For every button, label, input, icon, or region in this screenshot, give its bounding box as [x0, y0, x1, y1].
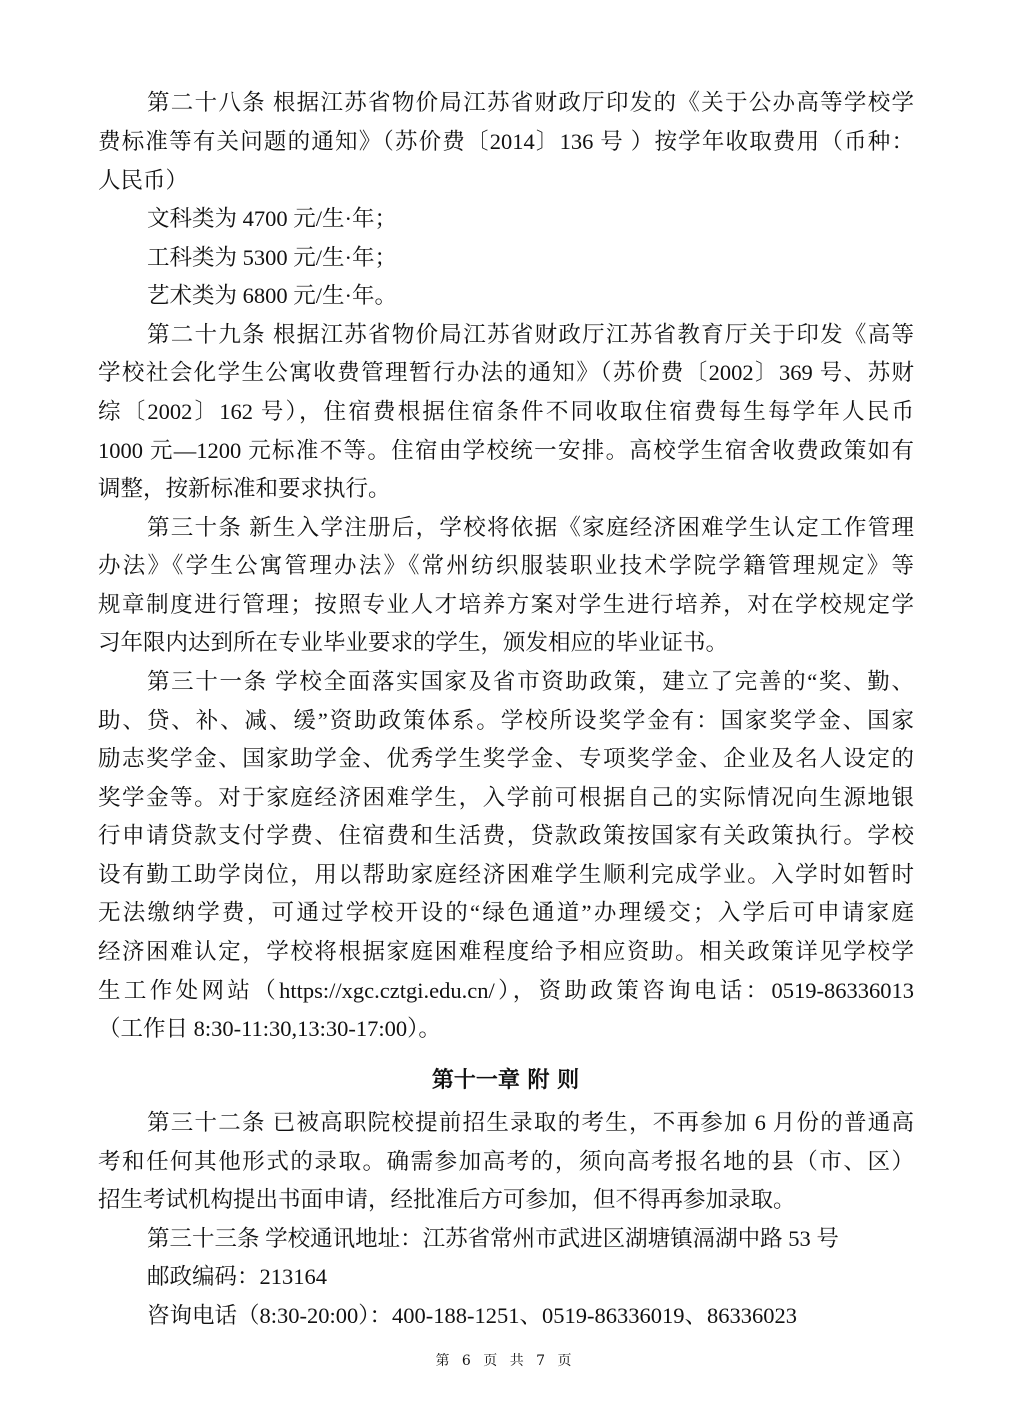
text-line: 奖学金等。对于家庭经济困难学生，入学前可根据自己的实际情况向生源地银 [98, 785, 914, 810]
text-line: 第二十九条 根据江苏省物价局江苏省财政厅江苏省教育厅关于印发《高等 [147, 322, 914, 347]
text-line: 习年限内达到所在专业毕业要求的学生，颁发相应的毕业证书。 [98, 630, 729, 655]
text-line: 招生考试机构提出书面申请，经批准后方可参加，但不得再参加录取。 [98, 1187, 796, 1212]
text-line: 综〔2002〕162 号），住宿费根据住宿条件不同收取住宿费每生每学年人民币 [98, 399, 914, 424]
contact-postcode: 邮政编码：213164 [147, 1264, 328, 1289]
text-line: 费标准等有关问题的通知》（苏价费〔2014〕136 号 ）按学年收取费用（币种： [98, 129, 914, 154]
text-line: 助、贷、补、减、缓”资助政策体系。学校所设奖学金有：国家奖学金、国家 [98, 708, 914, 733]
text-line-website-phone: 生工作处网站（https://xgc.cztgi.edu.cn/），资助政策咨询电话：0519-86336013 [98, 978, 914, 1003]
text-line: 经济困难认定，学校将根据家庭困难程度给予相应资助。相关政策详见学校学 [98, 939, 914, 964]
text-line: 第三十一条 学校全面落实国家及省市资助政策，建立了完善的“奖、勤、 [147, 669, 914, 694]
text-line: 励志奖学金、国家助学金、优秀学生奖学金、专项奖学金、企业及名人设定的 [98, 746, 914, 771]
fee-item-arts: 艺术类为 6800 元/生·年。 [147, 283, 397, 308]
text-line: 调整，按新标准和要求执行。 [98, 476, 391, 501]
text-line: 第三十条 新生入学注册后，学校将依据《家庭经济困难学生认定工作管理 [147, 515, 914, 540]
text-line-office-hours: （工作日 8:30-11:30,13:30-17:00）。 [98, 1016, 441, 1041]
fee-item-engineering: 工科类为 5300 元/生·年； [147, 245, 397, 270]
text-line: 学校社会化学生公寓收费管理暂行办法的通知》（苏价费〔2002〕369 号、苏财 [98, 360, 914, 385]
contact-address: 第三十三条 学校通讯地址：江苏省常州市武进区湖塘镇滆湖中路 53 号 [147, 1226, 839, 1251]
text-line: 无法缴纳学费，可通过学校开设的“绿色通道”办理缓交；入学后可申请家庭 [98, 900, 914, 925]
page-number-footer: 第 6 页 共 7 页 [435, 1353, 576, 1369]
text-line: 办法》《学生公寓管理办法》《常州纺织服装职业技术学院学籍管理规定》等 [98, 553, 914, 578]
fee-item-liberal-arts: 文科类为 4700 元/生·年； [147, 206, 397, 231]
text-line: 规章制度进行管理；按照专业人才培养方案对学生进行培养，对在学校规定学 [98, 592, 914, 617]
contact-phone: 咨询电话（8:30-20:00）：400-188-1251、0519-86336019、86336023 [147, 1303, 797, 1328]
text-line: 行申请贷款支付学费、住宿费和生活费，贷款政策按国家有关政策执行。学校 [98, 823, 914, 848]
text-line: 考和任何其他形式的录取。确需参加高考的，须向高考报名地的县（市、区） [98, 1149, 914, 1174]
chapter-heading: 第十一章 附 则 [431, 1068, 580, 1093]
text-line: 第二十八条 根据江苏省物价局江苏省财政厅印发的《关于公办高等学校学 [147, 90, 914, 115]
text-line: 第三十二条 已被高职院校提前招生录取的考生，不再参加 6 月份的普通高 [147, 1110, 914, 1135]
text-line: 1000 元—1200 元标准不等。住宿由学校统一安排。高校学生宿舍收费政策如有 [98, 438, 914, 463]
text-line: 设有勤工助学岗位，用以帮助家庭经济困难学生顺利完成学业。入学时如暂时 [98, 862, 914, 887]
text-line: 人民币） [98, 168, 189, 193]
